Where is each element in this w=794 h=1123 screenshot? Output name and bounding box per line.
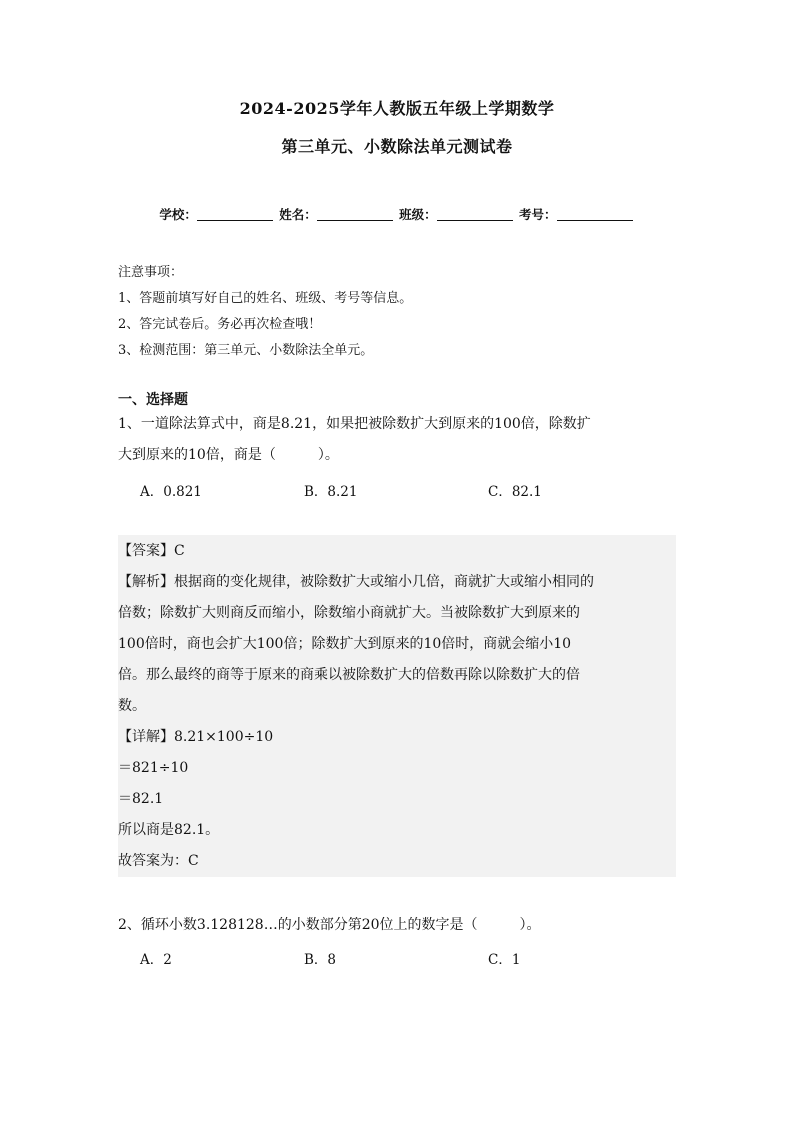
exam-subtitle: 第三单元、小数除法单元测试卷 bbox=[281, 137, 513, 156]
option-a: A．0.821 bbox=[140, 484, 202, 500]
notes-block bbox=[118, 260, 412, 364]
school-field bbox=[159, 205, 275, 223]
detail-line: ＝821÷10 bbox=[118, 760, 189, 776]
exam-number-field bbox=[519, 205, 635, 223]
note-item: 2、答完试卷后。务必再次检查哦！ bbox=[118, 317, 322, 332]
name-field bbox=[279, 205, 395, 223]
answer-line: 【答案】C bbox=[118, 543, 185, 559]
note-item: 3、检测范围：第三单元、小数除法全单元。 bbox=[118, 343, 374, 358]
exam-title: 2024-2025学年人教版五年级上学期数学 bbox=[239, 99, 555, 118]
class-blank bbox=[437, 208, 513, 221]
detail-line: 所以商是82.1。 bbox=[118, 822, 220, 838]
question-1-line-2: 大到原来的10倍，商是（ ）。 bbox=[118, 447, 339, 463]
question-2 bbox=[118, 910, 678, 941]
exam-number-label: 考号： bbox=[519, 207, 557, 222]
note-item: 1、答题前填写好自己的姓名、班级、考号等信息。 bbox=[118, 291, 413, 306]
option-a: A．2 bbox=[140, 952, 172, 968]
question-2-line-1: 2、循环小数3.128128…的小数部分第20位上的数字是（ ）。 bbox=[118, 917, 541, 933]
question-1 bbox=[118, 409, 678, 471]
name-blank bbox=[317, 208, 393, 221]
class-label: 班级： bbox=[399, 207, 437, 222]
detail-line: 【详解】8.21×100÷10 bbox=[118, 729, 274, 745]
option-b: B．8 bbox=[304, 952, 337, 968]
school-blank bbox=[197, 208, 273, 221]
analysis-line: 【解析】根据商的变化规律，被除数扩大或缩小几倍，商就扩大或缩小相同的 bbox=[118, 574, 594, 590]
student-info-row bbox=[0, 205, 794, 223]
option-c: C．82.1 bbox=[488, 484, 542, 500]
exam-number-blank bbox=[557, 208, 633, 221]
final-answer-line: 故答案为：C bbox=[118, 853, 199, 869]
class-field bbox=[399, 205, 515, 223]
option-b: B．8.21 bbox=[304, 484, 358, 500]
option-c: C．1 bbox=[488, 952, 521, 968]
question-1-line-1: 1、一道除法算式中，商是8.21，如果把被除数扩大到原来的100倍，除数扩 bbox=[118, 416, 591, 432]
name-label: 姓名： bbox=[279, 207, 317, 222]
analysis-line: 倍数；除数扩大则商反而缩小，除数缩小商就扩大。当被除数扩大到原来的 bbox=[118, 605, 580, 621]
school-label: 学校： bbox=[159, 207, 197, 222]
analysis-line: 100倍时，商也会扩大100倍；除数扩大到原来的10倍时，商就会缩小10 bbox=[118, 636, 572, 652]
notes-heading: 注意事项： bbox=[118, 265, 184, 280]
section-title: 一、选择题 bbox=[118, 392, 188, 408]
analysis-line: 倍。那么最终的商等于原来的商乘以被除数扩大的倍数再除以除数扩大的倍 bbox=[118, 667, 580, 683]
answer-panel bbox=[118, 535, 676, 877]
detail-line: ＝82.1 bbox=[118, 791, 164, 807]
analysis-line: 数。 bbox=[118, 698, 146, 714]
